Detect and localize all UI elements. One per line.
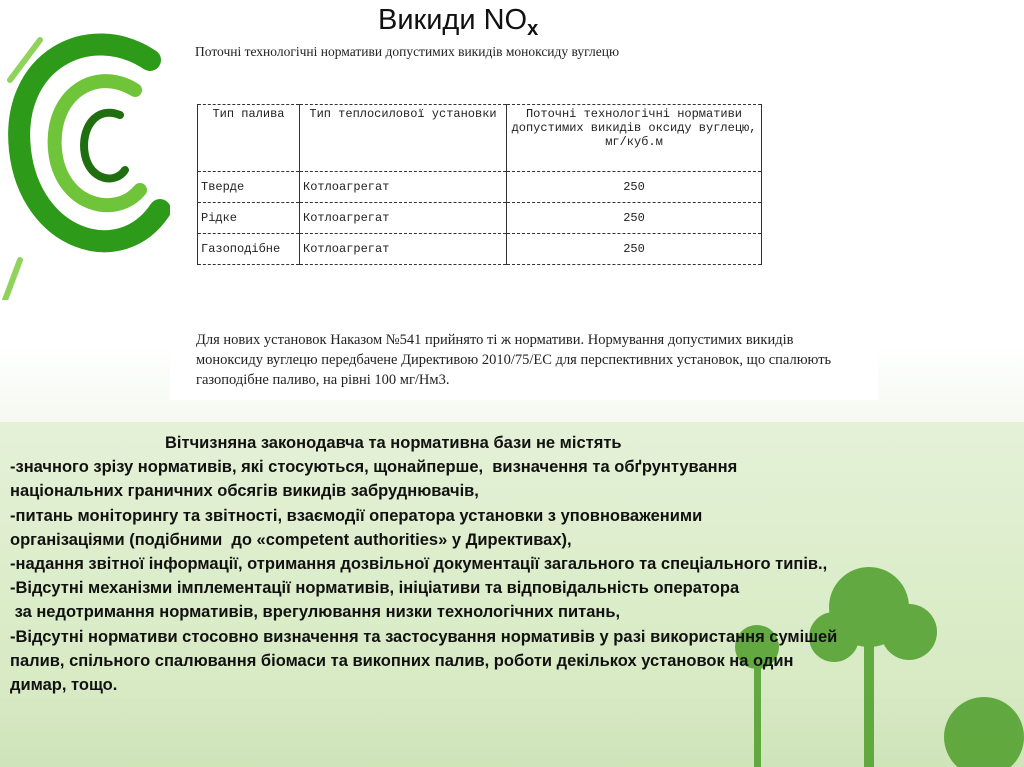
table-row [198,203,762,234]
installation-type: Котлоагрегат [300,172,507,203]
note-figure [170,322,878,400]
green-swirl-logo [0,20,170,300]
table-caption: Поточні технологічні нормативи допустимих викидів моноксиду вуглецю [195,44,620,59]
column-header: Тип теплосилової установки [300,105,507,172]
body-text [10,431,1020,697]
fuel-type: Тверде [198,172,300,203]
column-header: Тип палива [198,105,300,172]
body-line: Вітчизняна законодавча та нормативна бази не містять [165,434,622,452]
installation-type: Котлоагрегат [300,203,507,234]
fuel-type: Газоподібне [198,234,300,265]
norms-table [197,104,762,265]
table-row [198,172,762,203]
note-text: Для нових установок Наказом №541 прийнято ті ж нормативи. Нормування допустимих викидів моноксиду вуглецю передбачене Директивою 2010/75/ЕС для перспективних установок, що спалюють газоподібне паливо, на рівні 100 мг/Нм3. [196,332,832,388]
norm-value: 250 [507,203,762,234]
body-line: -Відсутні механізми імплементації нормативів, ініціативи та відповідальність оператора [10,579,740,598]
table-row [198,234,762,265]
body-line: національних граничних обсягів викидів забруднювачів, [10,482,479,501]
fuel-type: Рідке [198,203,300,234]
body-line: -питань моніторингу та звітності, взаємодії оператора установки з уповноваженими [10,506,703,525]
norm-value: 250 [507,172,762,203]
slide-title: Викиди $NO_x$ [378,4,539,40]
body-line: -надання звітної інформації, отримання дозвільної документації загального та спеціального типів., [10,555,828,574]
norm-value: 250 [507,234,762,265]
body-line: -значного зрізу нормативів, які стосуються, щонайперше, визначення та обґрунтування [10,458,738,477]
body-line: за недотримання нормативів, врегулювання низки технологічних питань, [10,603,621,622]
body-line: -Відсутні нормативи стосовно визначення та застосування нормативів у разі використання сумішей [10,627,838,646]
column-header: Поточні технологічні нормативи допустимих викидів оксиду вуглецю, мг/куб.м [507,105,762,172]
body-line: димар, тощо. [10,676,118,695]
body-line: палив, спільного спалювання біомаси та викопних палив, роботи декількох установок на один [10,651,794,670]
norms-table-figure [180,40,765,295]
installation-type: Котлоагрегат [300,234,507,265]
body-line: організаціями (подібними до «competent authorities» у Директивах), [10,530,572,549]
